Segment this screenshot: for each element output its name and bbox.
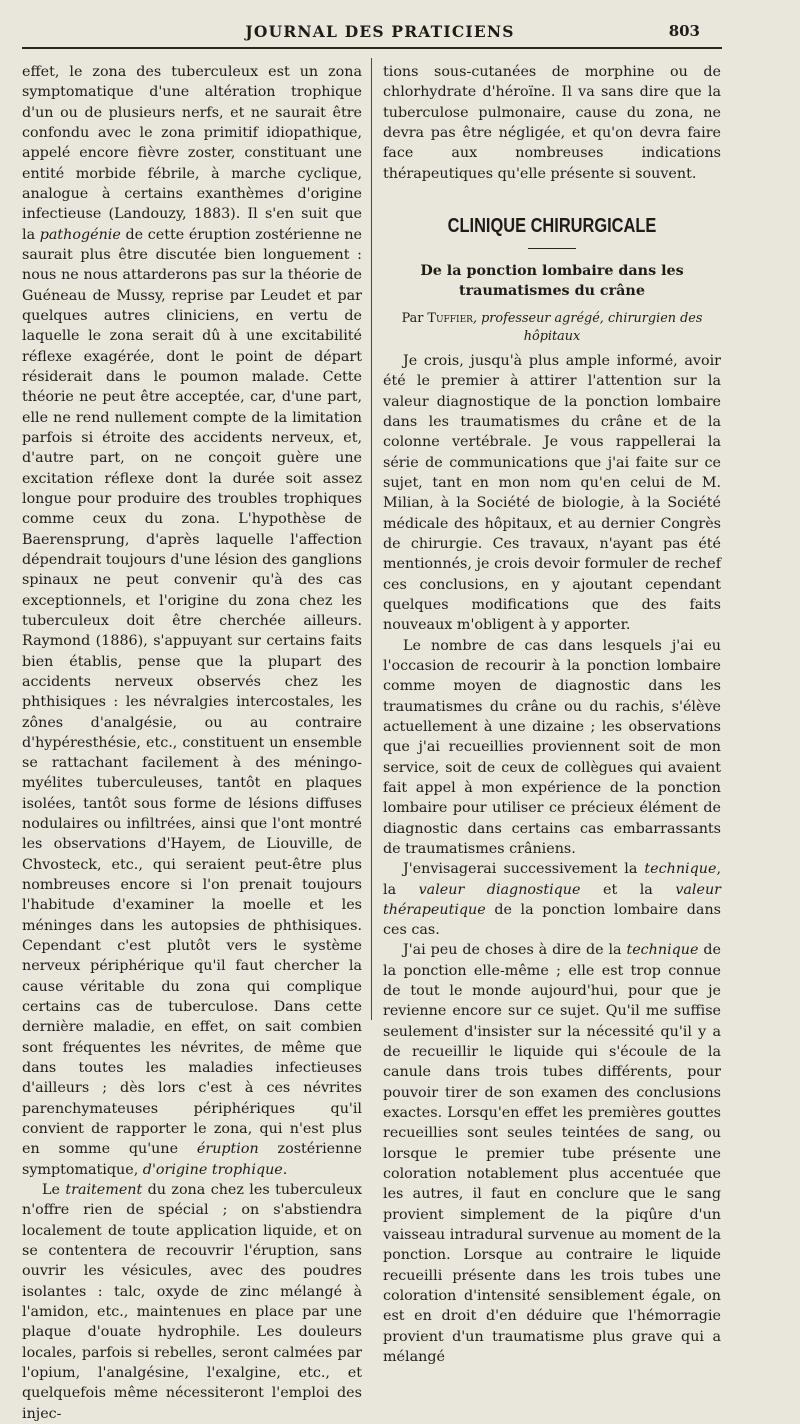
text-run: effet, le zona des tuberculeux est un zona symptomatique d'une altération trophique d'un ou de plusieurs nerfs, et ne saurait être confondu avec le zona primitif idiopathique, appelé encore fièvre zoster, constituant une entité morbide fébrile, à marche cyclique, analogue à certains exanthèmes d'origine infectieuse (Landouzy, 1883). Il s'en suit que la (22, 64, 362, 243)
italic-term: technique (626, 942, 699, 959)
paragraph-plan (383, 859, 721, 940)
page-number: 803 (668, 22, 700, 40)
italic-term: traitement (65, 1182, 143, 1199)
italic-term: valeur thérapeutique (383, 881, 721, 918)
paragraph-technique (383, 940, 721, 1367)
section-title: CLINIQUE CHIRURGICALE (447, 214, 657, 237)
text-run: de la ponction lombaire dans ces cas. (383, 901, 721, 939)
text-run: et la (580, 881, 676, 898)
text-run: Le (42, 1182, 66, 1199)
left-column (22, 62, 362, 1424)
header-rule (22, 47, 722, 49)
text-run: , la (383, 861, 721, 898)
italic-term: d'origine trophique (142, 1161, 283, 1178)
text-run: J'envisagerai successivement la (403, 861, 645, 878)
paragraph-cases: Le nombre de cas dans lesquels j'ai eu l'occasion de recourir à la ponction lombaire comme moyen de diagnostic dans les traumatismes du crâne ou du rachis, s'élève actuellement à une dizaine ; les observations que j'ai recueillies proviennent soit de mon service, soit de ceux de collègues qui avaient fait appel à mon expérience de la ponction lombaire pour utiliser ce précieux élément de diagnostic dans certains cas embarrassants de traumatismes crâniens. (383, 637, 721, 857)
text-run: J'ai peu de choses à dire de la (403, 942, 627, 959)
italic-term: valeur diagnostique (418, 881, 581, 898)
author-role: , professeur agrégé, chirurgien des hôpitaux (472, 310, 703, 344)
paragraph-intro: Je crois, jusqu'à plus ample informé, avoir été le premier à attirer l'attention sur la valeur diagnostique de la ponction lombaire dans les traumatismes du crâne et de la colonne vertébrale. Je vous rappellerai la série de communications que j'ai faite sur ce sujet, tant en mon nom qu'en celui de M. Milian, à la Société de biologie, à la Société médicale des hôpitaux, et au dernier Congrès de chirurgie. Ces travaux, n'ayant pas été mentionnés, je crois devoir formuler de rechef ces conclusions, en y ajoutant cependant quelques modifications que des faits nouveaux m'obligent à y apporter. (383, 352, 721, 634)
text-run: . (282, 1161, 288, 1178)
text-run: zostérienne symptomatique, (22, 1141, 362, 1178)
paragraph-zona-traitement (22, 1180, 362, 1424)
byline (383, 310, 721, 346)
text-run: du zona chez les tuberculeux n'offre rien de spécial ; on s'abstiendra localement de toute application liquide, et on se contentera de recouvrir l'éruption, sans ouvrir les vésicules, avec des poudres isolantes : talc, oxyde de zinc mélangé à l'amidon, etc., maintenues en place par une plaque d'ouate hydrophile. Les douleurs locales, parfois si rebelles, seront calmées par l'opium, l'analgésine, l'exalgine, etc., et quelquefois même nécessiteront l'emploi des injec- (22, 1182, 363, 1422)
italic-term: éruption (196, 1141, 259, 1158)
running-head: JOURNAL DES PRATICIENS (245, 22, 515, 41)
author-name: Tuffier (427, 310, 473, 326)
section-rule (528, 248, 576, 249)
text-run: de la ponction elle-même ; elle est trop connue de tout le monde aujourd'hui, pour que je revienne encore sur ce sujet. Qu'il me suffise seulement d'insister sur la nécessité qu'il y a de recueillir le liquide qui s'écoule de la canule dans trois tubes différents, pour pouvoir tirer de son examen des conclusions exactes. Lorsqu'en effet les premières gouttes recueillies sont seules teintées de sang, ou lorsque le premier tube présente une coloration notablement plus accentuée que les autres, il faut en conclure que le sang provient simplement de la piqûre d'un vaisseau intradural survenue au moment de la ponction. Lorsque au contraire le liquide recueilli présente dans les trois tubes une coloration d'intensité sensiblement égale, on est en droit d'en déduire que l'hémorragie provient d'un traumatisme plus grave qui a mélangé (383, 942, 721, 1366)
column-divider (371, 58, 372, 1020)
italic-term: pathogénie (39, 226, 121, 243)
article-title: De la ponction lombaire dans les traumatismes du crâne (420, 262, 684, 299)
text-run: de cette éruption zostérienne ne saurait plus être discutée bien longuement : nous ne nous attarderons pas sur la théorie de Guéneau de Mussy, reprise par Leudet et par quelques autres cliniciens, en vertu de laquelle le zona serait dû à une excitabilité réflexe exagérée, dont le point de départ résiderait dans le poumon malade. Cette théorie ne peut être acceptée, car, d'une part, elle ne rend nullement compte de la limitation parfois si étroite des accidents nerveux, et, d'autre part, on ne conçoit guère une excitation réflexe dont la durée soit assez longue pour produire des troubles trophiques comme ceux du zona. L'hypothèse de Baerensprung, d'après laquelle l'affection dépendrait toujours d'une lésion des ganglions spinaux ne peut convenir qu'à des cas exceptionnels, et l'origine du zona chez les tuberculeux doit être cherchée ailleurs. Raymond (1886), s'appuyant sur certains faits bien établis, pense que la plupart des accidents nerveux observés chez les phthisiques : les névralgies intercostales, les zônes d'analgésie, ou au contraire d'hypéresthésie, etc., constituent un ensemble se rattachant facilement à des méningo-myélites tuberculeuses, tantôt en plaques isolées, tantôt sous forme de lésions diffuses nodulaires ou infiltrées, ainsi que l'ont montré les observations d'Hayem, de Liouville, de Chvosteck, etc., qui seraient peut-être plus nombreuses encore si l'on prenait toujours l'habitude d'examiner la moelle et les méninges dans les autopsies de phthisiques. Cependant c'est plutôt vers le système nerveux périphérique qu'il faut chercher la cause véritable du zona qui complique certains cas de tuberculose. Dans cette dernière maladie, en effet, on sait combien sont fréquentes les névrites, de même que dans toutes les maladies infectieuses d'ailleurs ; dès lors c'est à ces névrites parenchymateuses périphériques qu'il convient de rapporter le zona, qui n'est plus en somme qu'une (22, 226, 362, 1158)
right-column (383, 62, 721, 1367)
byline-prefix: Par (401, 310, 428, 326)
paragraph-zona-pathogenie (22, 62, 362, 1180)
italic-term: technique (644, 861, 717, 878)
paragraph-continuation: tions sous-cutanées de morphine ou de chlorhydrate d'héroïne. Il va sans dire que la tuberculose pulmonaire, cause du zona, ne devra pas être négligée, et qu'on devra faire face aux nombreuses indications thérapeutiques qu'elle présente si souvent. (383, 64, 721, 182)
